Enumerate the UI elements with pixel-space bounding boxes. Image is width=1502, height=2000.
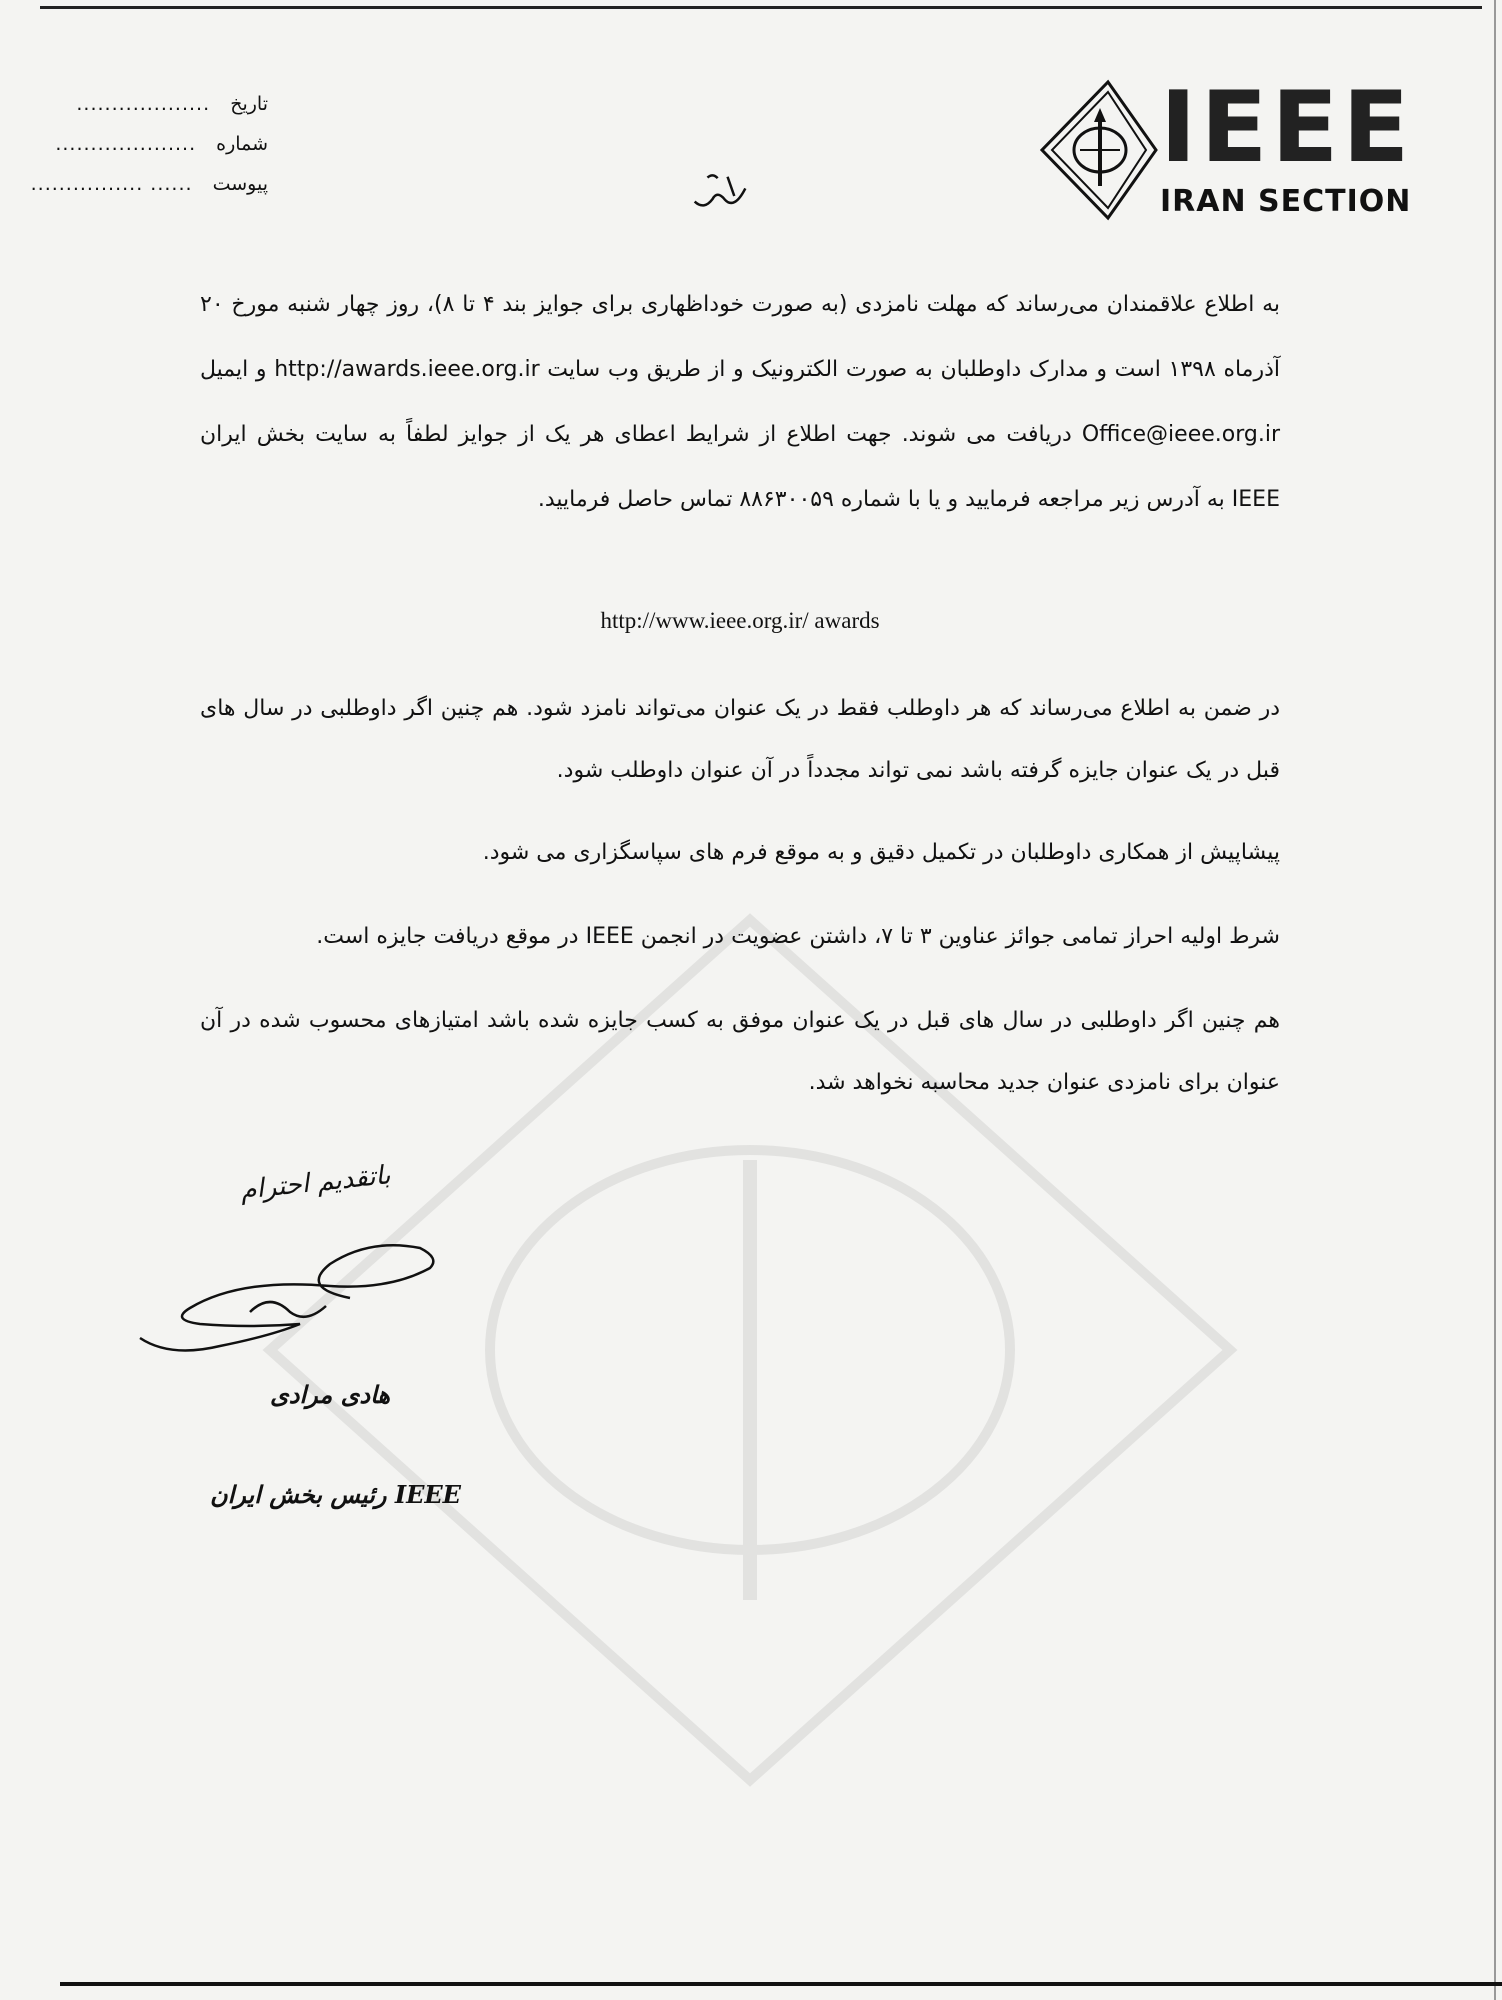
document-meta-fields xyxy=(28,84,268,204)
meta-row-attachment xyxy=(28,164,268,204)
paragraph-previous-awards: هم چنین اگر داوطلبی در سال های قبل در یک عنوان موفق به کسب جایزه شده باشد امتیازهای محسوب شده در آن عنوان برای نامزدی عنوان جدید محاسبه نخواهد شد. xyxy=(200,1008,1280,1095)
meta-dots: .................... xyxy=(55,133,197,155)
meta-label: شماره xyxy=(216,133,268,155)
meta-row-date xyxy=(28,84,268,124)
page-edge-bottom xyxy=(60,1982,1502,1986)
closing-greeting: باتقدیم احترام xyxy=(238,1160,392,1206)
meta-row-number xyxy=(28,124,268,164)
signatory-name: هادی مرادی xyxy=(270,1380,391,1409)
meta-label: تاریخ xyxy=(230,93,268,115)
meta-dots: ...... ................ xyxy=(30,173,193,195)
awards-url: http://www.ieee.org.ir/ awards xyxy=(600,608,880,633)
ieee-diamond-emblem-icon xyxy=(1040,78,1158,228)
paragraph-thanks: پیشاپیش از همکاری داوطلبان در تکمیل دقیق و به موقع فرم های سپاسگزاری می شود. xyxy=(482,840,1280,865)
paragraph-membership: شرط اولیه احراز تمامی جوائز عناوین ۳ تا ۷، داشتن عضویت در انجمن IEEE در موقع دریافت جایزه است. xyxy=(316,924,1280,949)
handwritten-signature xyxy=(130,1228,450,1362)
page-edge-top xyxy=(40,6,1482,9)
paragraph-single-title: در ضمن به اطلاع می‌رساند که هر داوطلب فقط در یک عنوان می‌تواند نامزد شود. هم چنین اگر داوطلبی در سال های قبل در یک عنوان جایزه گرفته باشد نمی تواند مجدداً در آن عنوان داوطلب شود. xyxy=(200,696,1280,783)
meta-label: پیوست xyxy=(212,173,268,195)
logo-ieee-text: IEEE xyxy=(1160,71,1414,185)
logo-section-text: IRAN SECTION xyxy=(1160,184,1412,219)
signatory-title: رئیس بخش ایران IEEE xyxy=(210,1480,461,1509)
page-edge-right xyxy=(1494,0,1496,2000)
ieee-logo xyxy=(1040,71,1450,228)
basmala-heading xyxy=(687,164,754,226)
paragraph-deadline: به اطلاع علاقمندان می‌رساند که مهلت نامزدی (به صورت خوداظهاری برای جوایز بند ۴ تا ۸)، روز چهار شنبه مورخ ۲۰ آذرماه ۱۳۹۸ است و مدارک داوطلبان به صورت الکترونیک و از طریق وب سایت http://awards.ieee.org.ir و ایمیل Office@ieee.org.ir دریافت می شوند. جهت اطلاع از شرایط اعطای هر یک از جوایز لطفاً به سایت بخش ایران IEEE به آدرس زیر مراجعه فرمایید و یا با شماره ۸۸۶۳۰۰۵۹ تماس حاصل فرمایید. xyxy=(200,292,1281,512)
meta-dots: ................... xyxy=(76,93,211,115)
